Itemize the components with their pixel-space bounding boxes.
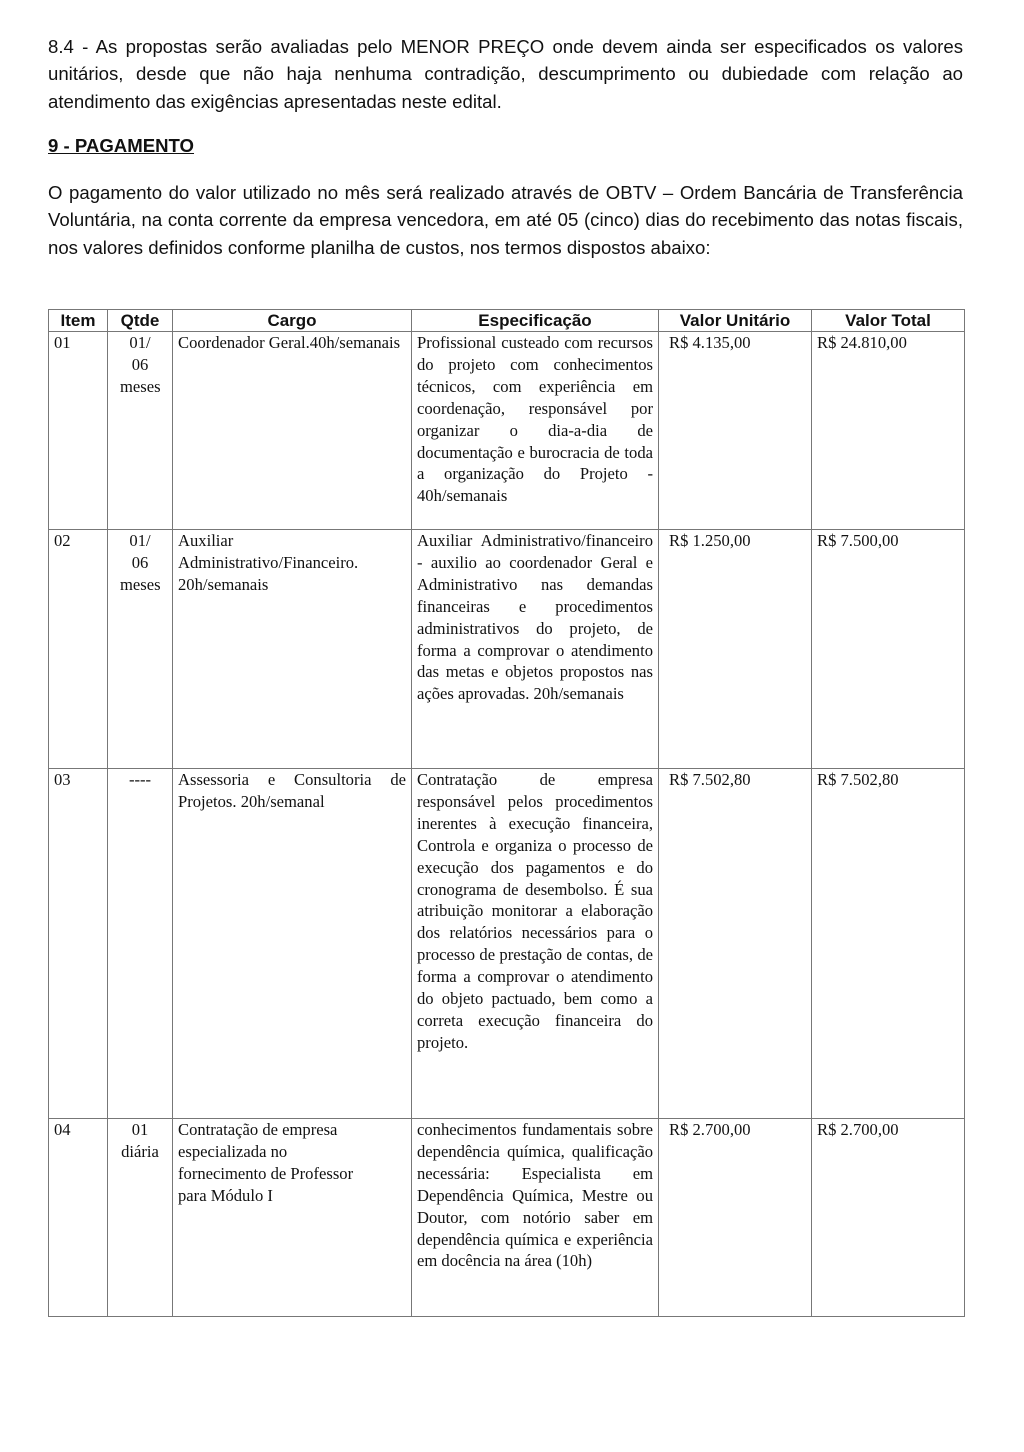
table-row [49,530,965,769]
cell-valor-total: R$ 7.502,80 [812,769,965,1119]
cell-valor-unitario: R$ 7.502,80 [659,769,812,1119]
section-9-title: 9 - PAGAMENTO [48,135,195,156]
table-header-row [49,310,965,332]
cell-valor-unitario: R$ 2.700,00 [659,1119,812,1317]
header-qtde: Qtde [108,310,173,332]
header-valor-unitario: Valor Unitário [659,310,812,332]
cell-valor-total: R$ 7.500,00 [812,530,965,769]
cell-especificacao: Auxiliar Administrativo/financeiro - auxilio ao coordenador Geral e Administrativo nas demandas financeiras e procedimentos administrativos do projeto, de forma a comprovar o atendimento das metas e objetos propostos nas ações aprovadas. 20h/semanais [412,530,659,769]
paragraph-9-payment: O pagamento do valor utilizado no mês será realizado através de OBTV – Ordem Bancária de Transferência Voluntária, na conta corrente da empresa vencedora, em até 05 (cinco) dias do recebimento das notas fiscais, nos valores definidos conforme planilha de custos, nos termos dispostos abaixo: [48,182,963,258]
cell-especificacao: conhecimentos fundamentais sobre dependência química, qualificação necessária: Especialista em Dependência Química, Mestre ou Doutor, com notório saber em dependência química e experiência em docência na área (10h) [412,1119,659,1317]
cell-item: 01 [49,332,108,530]
cell-cargo: Assessoria e Consultoria de Projetos. 20h/semanal [173,769,412,1119]
cell-item: 04 [49,1119,108,1317]
cell-valor-unitario: R$ 1.250,00 [659,530,812,769]
cell-cargo: Contratação de empresa especializada no fornecimento de Professor para Módulo I [173,1119,412,1317]
cell-qtde: 01/ 06 meses [108,332,173,530]
header-especificacao: Especificação [412,310,659,332]
cell-qtde: ---- [108,769,173,1119]
paragraph-8-4: 8.4 - As propostas serão avaliadas pelo MENOR PREÇO onde devem ainda ser especificados os valores unitários, desde que não haja nenhuma contradição, descumprimento ou dubiedade com relação ao atendimento das exigências apresentadas neste edital. [48,36,963,112]
cell-especificacao: Profissional custeado com recursos do projeto com conhecimentos técnicos, com experiência em coordenação, responsável por organizar o dia-a-dia de documentação e burocracia de toda a organização do Projeto - 40h/semanais [412,332,659,530]
cell-item: 02 [49,530,108,769]
cell-valor-unitario: R$ 4.135,00 [659,332,812,530]
table-row [49,769,965,1119]
cell-valor-total: R$ 2.700,00 [812,1119,965,1317]
cell-especificacao: Contratação de empresa responsável pelos procedimentos inerentes à execução financeira, Controla e organiza o processo de execução dos pagamentos e do cronograma de desembolso. É sua atribuição monitorar a elaboração dos relatórios necessários para o processo de prestação de contas, de forma a comprovar o atendimento do objeto pactuado, bem como a correta execução financeira do projeto. [412,769,659,1119]
cell-cargo: Coordenador Geral.40h/semanais [173,332,412,530]
cell-cargo: Auxiliar Administrativo/Financeiro. 20h/semanais [173,530,412,769]
header-cargo: Cargo [173,310,412,332]
cell-qtde: 01 diária [108,1119,173,1317]
header-valor-total: Valor Total [812,310,965,332]
table-row [49,332,965,530]
table-row [49,1119,965,1317]
cost-table [48,309,965,1317]
header-item: Item [49,310,108,332]
cell-qtde: 01/ 06 meses [108,530,173,769]
cell-item: 03 [49,769,108,1119]
cell-valor-total: R$ 24.810,00 [812,332,965,530]
